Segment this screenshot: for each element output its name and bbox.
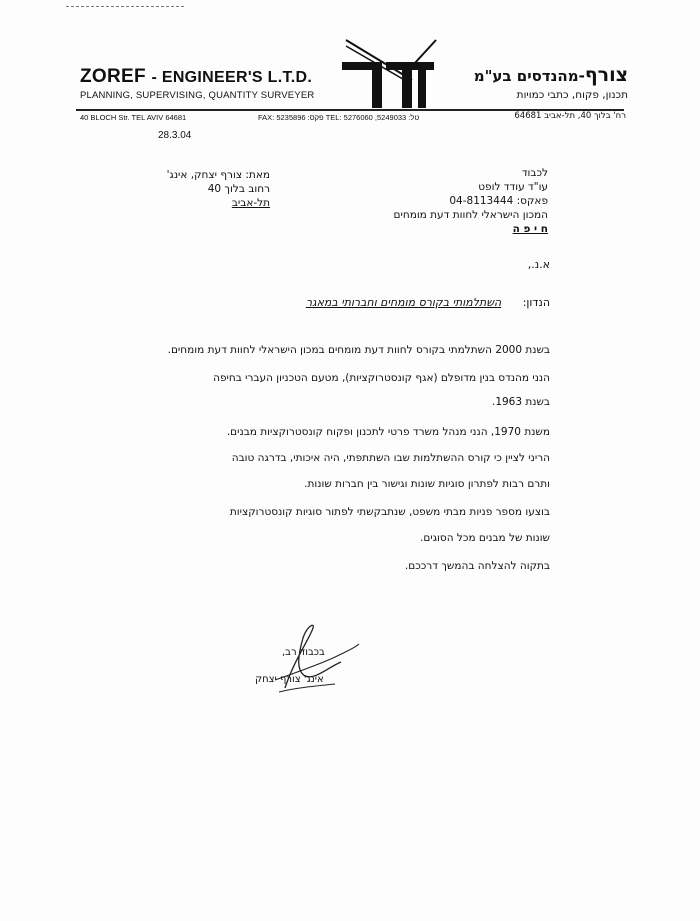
- sender-city: תל-אביב: [231, 197, 270, 209]
- signature-name: אינג' צורף יצחק: [255, 674, 324, 685]
- company-name-en: [80, 66, 312, 88]
- body-paragraph: בשנת 1963.: [491, 396, 550, 408]
- sender-street: רחוב בלוך 40: [207, 183, 270, 195]
- body-paragraph: שונות של מבנים מכל הסוגים.: [420, 532, 550, 544]
- body-paragraph: הריני לציין כי קורס ההשתלמות שבו השתתפתי, היה איכותי, בדרגה טובה: [231, 452, 550, 464]
- body-paragraph: בתקוה להצלחה בהמשך דרככם.: [404, 560, 550, 572]
- company-name-he-suffix: -מהנדסים בע"מ: [473, 67, 585, 85]
- closing: בכבוד רב,: [282, 647, 325, 658]
- greeting: א.נ.,: [527, 258, 550, 271]
- company-name-en-main: ZOREF: [80, 66, 146, 87]
- company-name-he: [474, 64, 628, 86]
- recipient-fax: פאקס: 04-8113444: [449, 195, 548, 207]
- phone-fax-line: FAX: 5235896 :פקס TEL: 5276060 ,5249033 :טל: [258, 113, 420, 122]
- address-en: 40 BLOCH Str. TEL AVIV 64681: [80, 113, 187, 122]
- recipient-label: לכבוד: [521, 167, 548, 179]
- body-paragraph: משנת 1970, הנני מנהל משרד פרטי לתכנון ופקוח קונסטרוקציות מבנים.: [226, 426, 550, 438]
- body-paragraph: הנני מהנדס בנין מדופלם (אגף קונסטרוקציות), מטעם הטכניון העברי בחיפה: [213, 372, 550, 384]
- company-logo: [334, 36, 444, 116]
- subject-text: השתלמותי בקורס מומחים וחברותי במאגר: [305, 296, 502, 309]
- body-paragraph: בשנת 2000 השתלמתי בקורס לחוות דעת מומחים במכון הישראלי לחוות דעת מומחים.: [167, 344, 550, 356]
- sender-block: [110, 168, 270, 210]
- recipient-org: המכון הישראלי לחוות דעת מומחים: [393, 209, 548, 221]
- subject-label: הנדון:: [522, 296, 550, 309]
- body-paragraph: בוצעו מספר פניות מבתי משפט, שנתבקשתי לפתור סוגיות קונסטרוקציות: [229, 506, 550, 518]
- sender-name: מאת: צורף יצחק, אינג': [166, 169, 270, 181]
- recipient-block: [318, 166, 548, 236]
- company-name-en-suffix: - ENGINEER'S L.T.D.: [151, 69, 313, 86]
- recipient-city: ח י פ ה: [512, 223, 548, 235]
- recipient-name: עו"ד עודד לופט: [478, 181, 548, 193]
- company-name-he-main: צורף: [584, 64, 628, 86]
- handwritten-signature: [255, 618, 365, 708]
- company-subtitle-he: תכנון, פקוח, כתבי כמויות: [516, 89, 628, 101]
- header-dashed-line: [66, 6, 184, 7]
- subject-line: [306, 296, 550, 309]
- address-he: רח' בלוך 40, תל-אביב 64681: [514, 111, 626, 121]
- letter-date: 28.3.04: [158, 130, 192, 141]
- company-subtitle-en: PLANNING, SUPERVISING, QUANTITY SURVEYER: [80, 90, 315, 101]
- body-paragraph: ותרם רבות לפתרון סוגיות שונות וגישור בין חברות שונות.: [304, 478, 550, 490]
